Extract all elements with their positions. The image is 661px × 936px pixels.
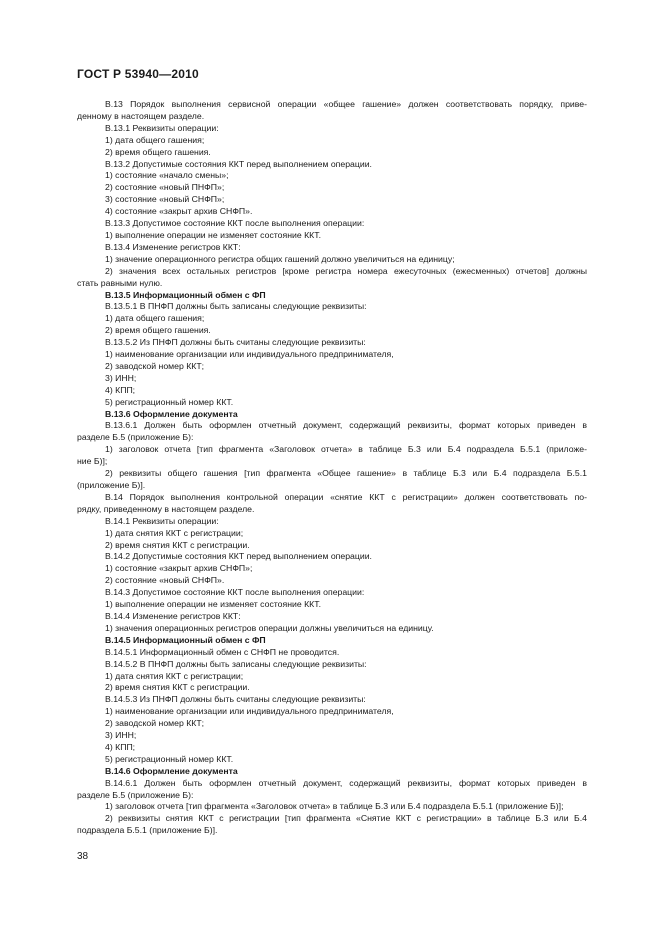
text-line: 1) дата общего гашения; [105,313,205,324]
text-line: 2) реквизиты снятия ККТ с регистрации [тип фрагмента «Снятие ККТ с регистрации» в таблице Б.3 или Б.4 [105,813,587,824]
page-number: 38 [77,851,89,862]
text-line: подраздела Б.5.1 (приложение Б)]. [77,825,218,836]
text-line: 1) значения операционных регистров операции должны увеличиться на единицу. [105,622,434,633]
text-line: В.13.1 Реквизиты операции: [105,122,219,133]
text-line: разделе Б.5 (приложение Б): [77,789,194,800]
text-line: В.13.2 Допустимые состояния ККТ перед выполнением операции. [105,158,372,169]
text-line: 1) состояние «начало смены»; [105,170,229,181]
text-line: 1) дата общего гашения; [105,134,205,145]
text-line: 3) состояние «новый СНФП»; [105,194,225,205]
text-line: В.13.3 Допустимое состояние ККТ после выполнения операции: [105,218,365,229]
text-line: В.14.2 Допустимые состояния ККТ перед выполнением операции. [105,551,372,562]
text-line: 1) дата снятия ККТ с регистрации; [105,670,244,681]
text-line: 2) время снятия ККТ с регистрации. [105,682,250,693]
text-line: рядку, приведенному в настоящем разделе. [77,503,255,514]
text-line: 1) наименование организации или индивидуального предпринимателя, [105,349,394,360]
text-line: разделе Б.5 (приложение Б): [77,432,194,443]
text-line: В.14.5.1 Информационный обмен с СНФП не проводится. [105,646,340,657]
text-line: 4) состояние «закрыт архив СНФП». [105,206,253,217]
text-line: 2) реквизиты общего гашения [тип фрагмента «Общее гашение» в таблице Б.3 или Б.4 подраздела Б.5.1 [105,468,587,479]
text-line: В.13.5.2 Из ПНФП должны быть считаны следующие реквизиты: [105,337,366,348]
text-line: 3) ИНН; [105,372,137,383]
text-line: 1) состояние «закрыт архив СНФП»; [105,563,253,574]
section-heading: В.13.5 Информационный обмен с ФП [105,289,266,300]
text-line: 2) значения всех остальных регистров [кроме регистра номера ежесуточных (ежесменных) отчетов] должны [105,265,587,276]
text-line: В.14.5.2 В ПНФП должны быть записаны следующие реквизиты: [105,658,367,669]
text-line: В.14 Порядок выполнения контрольной операции «снятие ККТ с регистрации» должен соответствовать по- [105,491,587,502]
text-line: 2) время снятия ККТ с регистрации. [105,539,250,550]
section-heading: В.14.6 Оформление документа [105,765,238,776]
text-line: В.14.6.1 Должен быть оформлен отчетный документ, содержащий реквизиты, формат которых приведен в [105,777,587,788]
text-line: 2) состояние «новый ПНФП»; [105,182,225,193]
text-line: 1) выполнение операции не изменяет состояние ККТ. [105,229,321,240]
text-line: 2) заводской номер ККТ; [105,718,205,729]
text-line: 2) состояние «новый СНФП». [105,575,225,586]
text-line: 4) КПП; [105,741,136,752]
text-line: В.14.3 Допустимое состояние ККТ после выполнения операции: [105,587,365,598]
section-heading: В.13.6 Оформление документа [105,408,238,419]
text-line: 2) время общего гашения. [105,146,211,157]
text-line: стать равными нулю. [77,277,163,288]
text-line: В.14.5.3 Из ПНФП должны быть считаны следующие реквизиты: [105,694,366,705]
text-line: 4) КПП; [105,384,136,395]
text-line: 5) регистрационный номер ККТ. [105,396,234,407]
document-title: ГОСТ Р 53940—2010 [77,67,199,81]
text-line: 1) значение операционного регистра общих гашений должно увеличиться на единицу; [105,253,455,264]
text-line: 3) ИНН; [105,730,137,741]
text-line: В.13.5.1 В ПНФП должны быть записаны следующие реквизиты: [105,301,367,312]
text-line: 1) заголовок отчета [тип фрагмента «Заголовок отчета» в таблице Б.3 или Б.4 подраздела Б.5.1 (приложение Б)]; [105,801,564,812]
text-line: 1) заголовок отчета [тип фрагмента «Заголовок отчета» в таблице Б.3 или Б.4 подраздела Б.5.1 (приложе- [105,444,587,455]
text-line: В.14.1 Реквизиты операции: [105,515,219,526]
text-line: В.13.6.1 Должен быть оформлен отчетный документ, содержащий реквизиты, формат которых приведен в [105,420,587,431]
text-line: (приложение Б)]. [77,480,146,490]
text-line: ние Б)]; [77,456,108,467]
text-line: 2) заводской номер ККТ; [105,360,205,371]
section-heading: В.14.5 Информационный обмен с ФП [105,634,266,645]
text-line: 2) время общего гашения. [105,325,211,336]
text-line: 1) дата снятия ККТ с регистрации; [105,527,244,538]
document-body [77,99,587,837]
text-line: В.13.4 Изменение регистров ККТ: [105,241,241,252]
text-line: 1) выполнение операции не изменяет состояние ККТ. [105,599,321,610]
text-line: 1) наименование организации или индивидуального предпринимателя, [105,706,394,717]
text-line: В.13 Порядок выполнения сервисной операции «общее гашение» должен соответствовать порядку, приве- [105,99,587,109]
text-line: 5) регистрационный номер ККТ. [105,753,234,764]
text-line: денному в настоящем разделе. [77,110,205,121]
text-line: В.14.4 Изменение регистров ККТ: [105,610,241,621]
